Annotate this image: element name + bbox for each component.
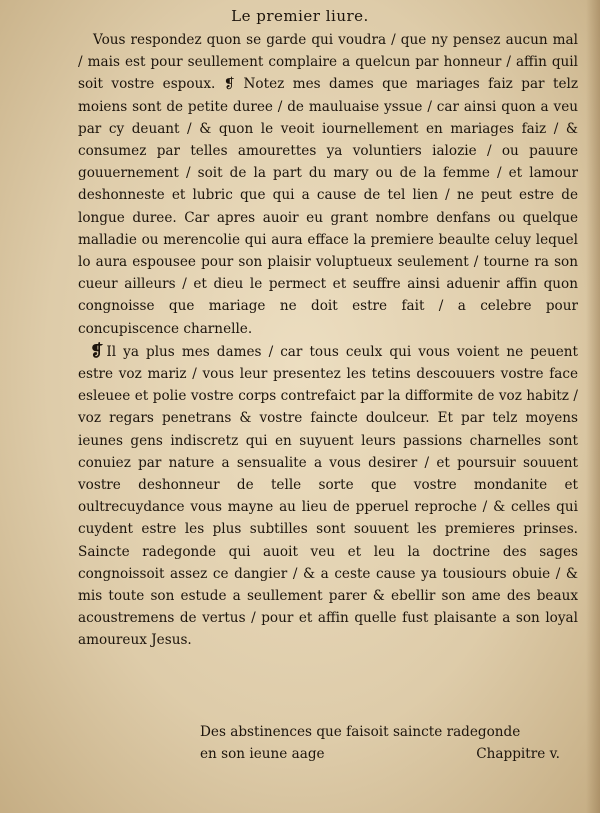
running-head: Le premier liure. bbox=[231, 7, 369, 25]
chapter-number: Chappitre v. bbox=[476, 746, 560, 762]
chapter-heading bbox=[200, 721, 580, 765]
paragraph bbox=[78, 340, 578, 652]
chapter-title-line-1: Des abstinences que faisoit saincte radegonde bbox=[200, 724, 521, 740]
pilcrow-marker: ❡ bbox=[90, 340, 104, 360]
chapter-title-line-2: en son ieune aage bbox=[200, 746, 325, 762]
body-text bbox=[78, 28, 578, 652]
paragraph-text: Il ya plus mes dames / car tous ceulx qui vous voient ne peuent estre voz mariz / vous leur presentez les tetins descouuers vostre face esleuee et polie vostre corps contrefaict par la difformite de voz habitz / voz regars penetrans & vostre faincte doulceur. Et par telz moyens ieunes gens indiscretz qui en suyuent leurs passions charnelles sont conuiez par nature a sensualite a vous desirer / et poursuir souuent vostre deshonneur de telle sorte que vostre mondanite et oultrecuydance vous mayne au lieu de pperuel reproche / & celles qui cuydent estre les plus subtilles sont souuent les premieres prinses. Saincte radegonde qui auoit veu et leu la doctrine des sages congnoissoit assez ce dangier / & a ceste cause ya tousiours obuie / & mis toute son estude a seullement parer & ebellir son ame des beaux acoustremens de vertus / pour et affin quelle fust plaisante a son loyal amoureux Jesus. bbox=[78, 343, 578, 649]
paragraph-text: Vous respondez quon se garde qui voudra / que ny pensez aucun mal / mais est pour seullement complaire a quelcun par honneur / affin quil soit vostre espoux. ❡ Notez mes dames que mariages faiz par telz moiens sont de petite duree / de mauluaise yssue / car ainsi quon a veu par cy deuant / & quon le veoit iournellement en mariages faiz / & consumez par telles amourettes ya voluntiers ialozie / ou pauure gouuernement / soit de la part du mary ou de la femme / et lamour deshonneste et lubric que qui a cause de tel lien / ne peut estre de longue duree. Car apres auoir eu grant nombre denfans ou quelque malladie ou merencolie qui aura efface la premiere beaulte celuy lequel lo aura espousee pour son plaisir voluptueux seulement / tourne ra son cueur ailleurs / et dieu le permect et seuffre ainsi aduenir affin quon congnoisse que mariage ne doit estre fait / a celebre pour concupiscence charnelle. bbox=[78, 32, 578, 337]
paragraph bbox=[78, 28, 578, 340]
